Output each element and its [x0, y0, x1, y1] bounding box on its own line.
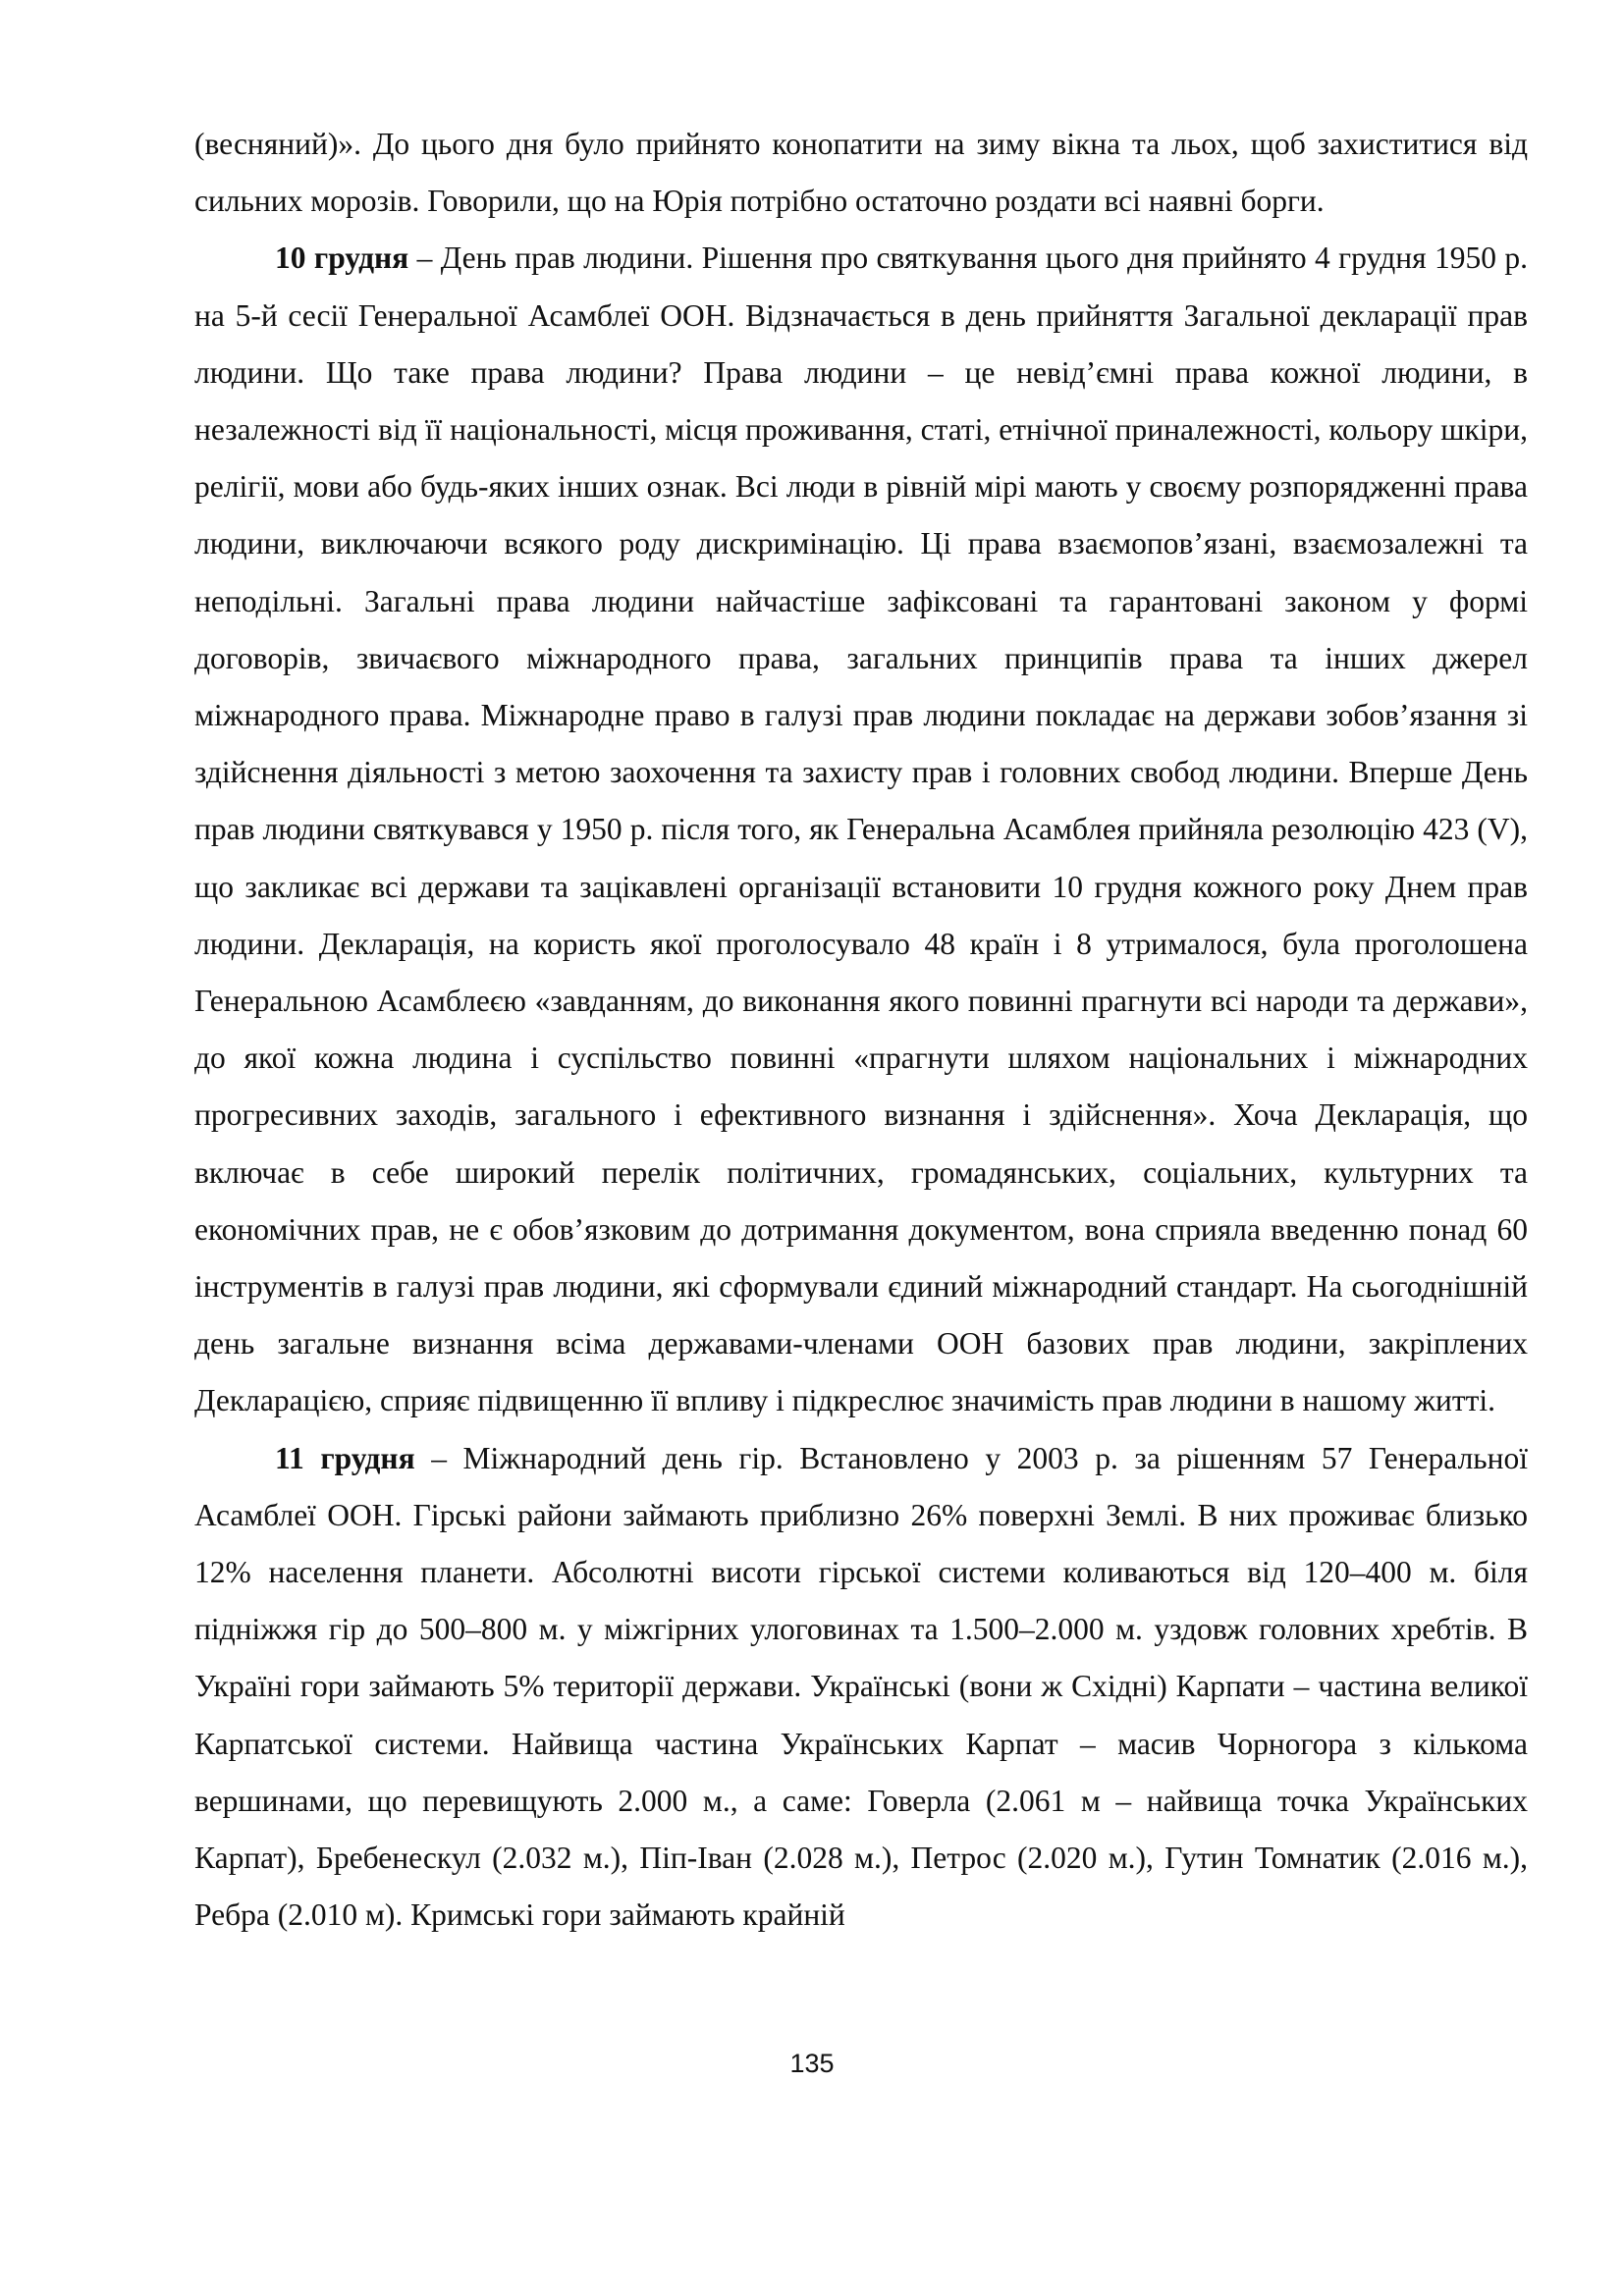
paragraph-text: – Міжнародний день гір. Встановлено у 2003 р. за рішенням 57 Генеральної Асамблеї ООН. Гірські райони займають приблизно 26% поверхні Землі. В них проживає близько 12% населення планети. Абсолютні висоти гірської системи коливаються від 120–400 м. біля підніжжя гір до 500–800 м. у міжгірних улоговинах та 1.500–2.000 м. уздовж головних хребтів. В Україні гори займають 5% території держави. Українські (вони ж Східні) Карпати – частина великої Карпатської системи. Найвища частина Українських Карпат – масив Чорногора з кількома вершинами, що перевищують 2.000 м., а саме: Говерла (2.061 м – найвища точка Українських Карпат), Бребенескул (2.032 м.), Піп-Іван (2.028 м.), Петрос (2.020 м.), Гутин Томнатик (2.016 м.), Ребра (2.010 м). Кримські гори займають крайній [194, 1440, 1529, 1933]
paragraph-human-rights-day [194, 230, 1528, 1429]
paragraph-text: (весняний)». До цього дня було прийнято конопатити на зиму вікна та льох, щоб захиститися від сильних морозів. Говорили, що на Юрія потрібно остаточно роздати всі наявні борги. [194, 127, 1528, 219]
date-heading: 11 грудня [275, 1440, 415, 1475]
page-number: 135 [789, 2049, 835, 2078]
date-heading: 10 грудня [275, 240, 409, 276]
paragraph-continuation [194, 116, 1528, 230]
paragraph-text: – День прав людини. Рішення про святкування цього дня прийнято 4 грудня 1950 р. на 5-й сесії Генеральної Асамблеї ООН. Відзначається в день прийняття Загальної декларації прав людини. Що таке права людини? Права людини – це невід’ємні права кожної людини, в незалежності від її національності, місця проживання, статі, етнічної приналежності, кольору шкіри, релігії, мови або будь-яких інших ознак. Всі люди в рівній мірі мають у своєму розпорядженні права людини, виключаючи всякого роду дискримінацію. Ці права взаємопов’язані, взаємозалежні та неподільні. Загальні права людини найчастіше зафіксовані та гарантовані законом у формі договорів, звичаєвого міжнародного права, загальних принципів права та інших джерел міжнародного права. Міжнародне право в галузі прав людини покладає на держави зобов’язання зі здійснення діяльності з метою заохочення та захисту прав і головних свобод людини. Вперше День прав людини святкувався у 1950 р. після того, як Генеральна Асамблея прийняла резолюцію 423 (V), що закликає всі держави та зацікавлені організації встановити 10 грудня кожного року Днем прав людини. Декларація, на користь якої проголосувало 48 країн і 8 утрималося, була проголошена Генеральною Асамблеєю «завданням, до виконання якого повинні прагнути всі народи та держави», до якої кожна людина і суспільство повинні «прагнути шляхом національних і міжнародних прогресивних заходів, загального і ефективного визнання і здійснення». Хоча Декларація, що включає в себе широкий перелік політичних, громадянських, соціальних, культурних та економічних прав, не є обов’язковим до дотримання документом, вона сприяла введенню понад 60 інструментів в галузі прав людини, які сформували єдиний міжнародний стандарт. На сьогоднішній день загальне визнання всіма державами-членами ООН базових прав людини, закріплених Декларацією, сприяє підвищенню її впливу і підкреслює значимість прав людини в нашому житті. [194, 240, 1528, 1418]
paragraph-mountain-day [194, 1430, 1528, 1945]
page-body [194, 116, 1528, 1945]
